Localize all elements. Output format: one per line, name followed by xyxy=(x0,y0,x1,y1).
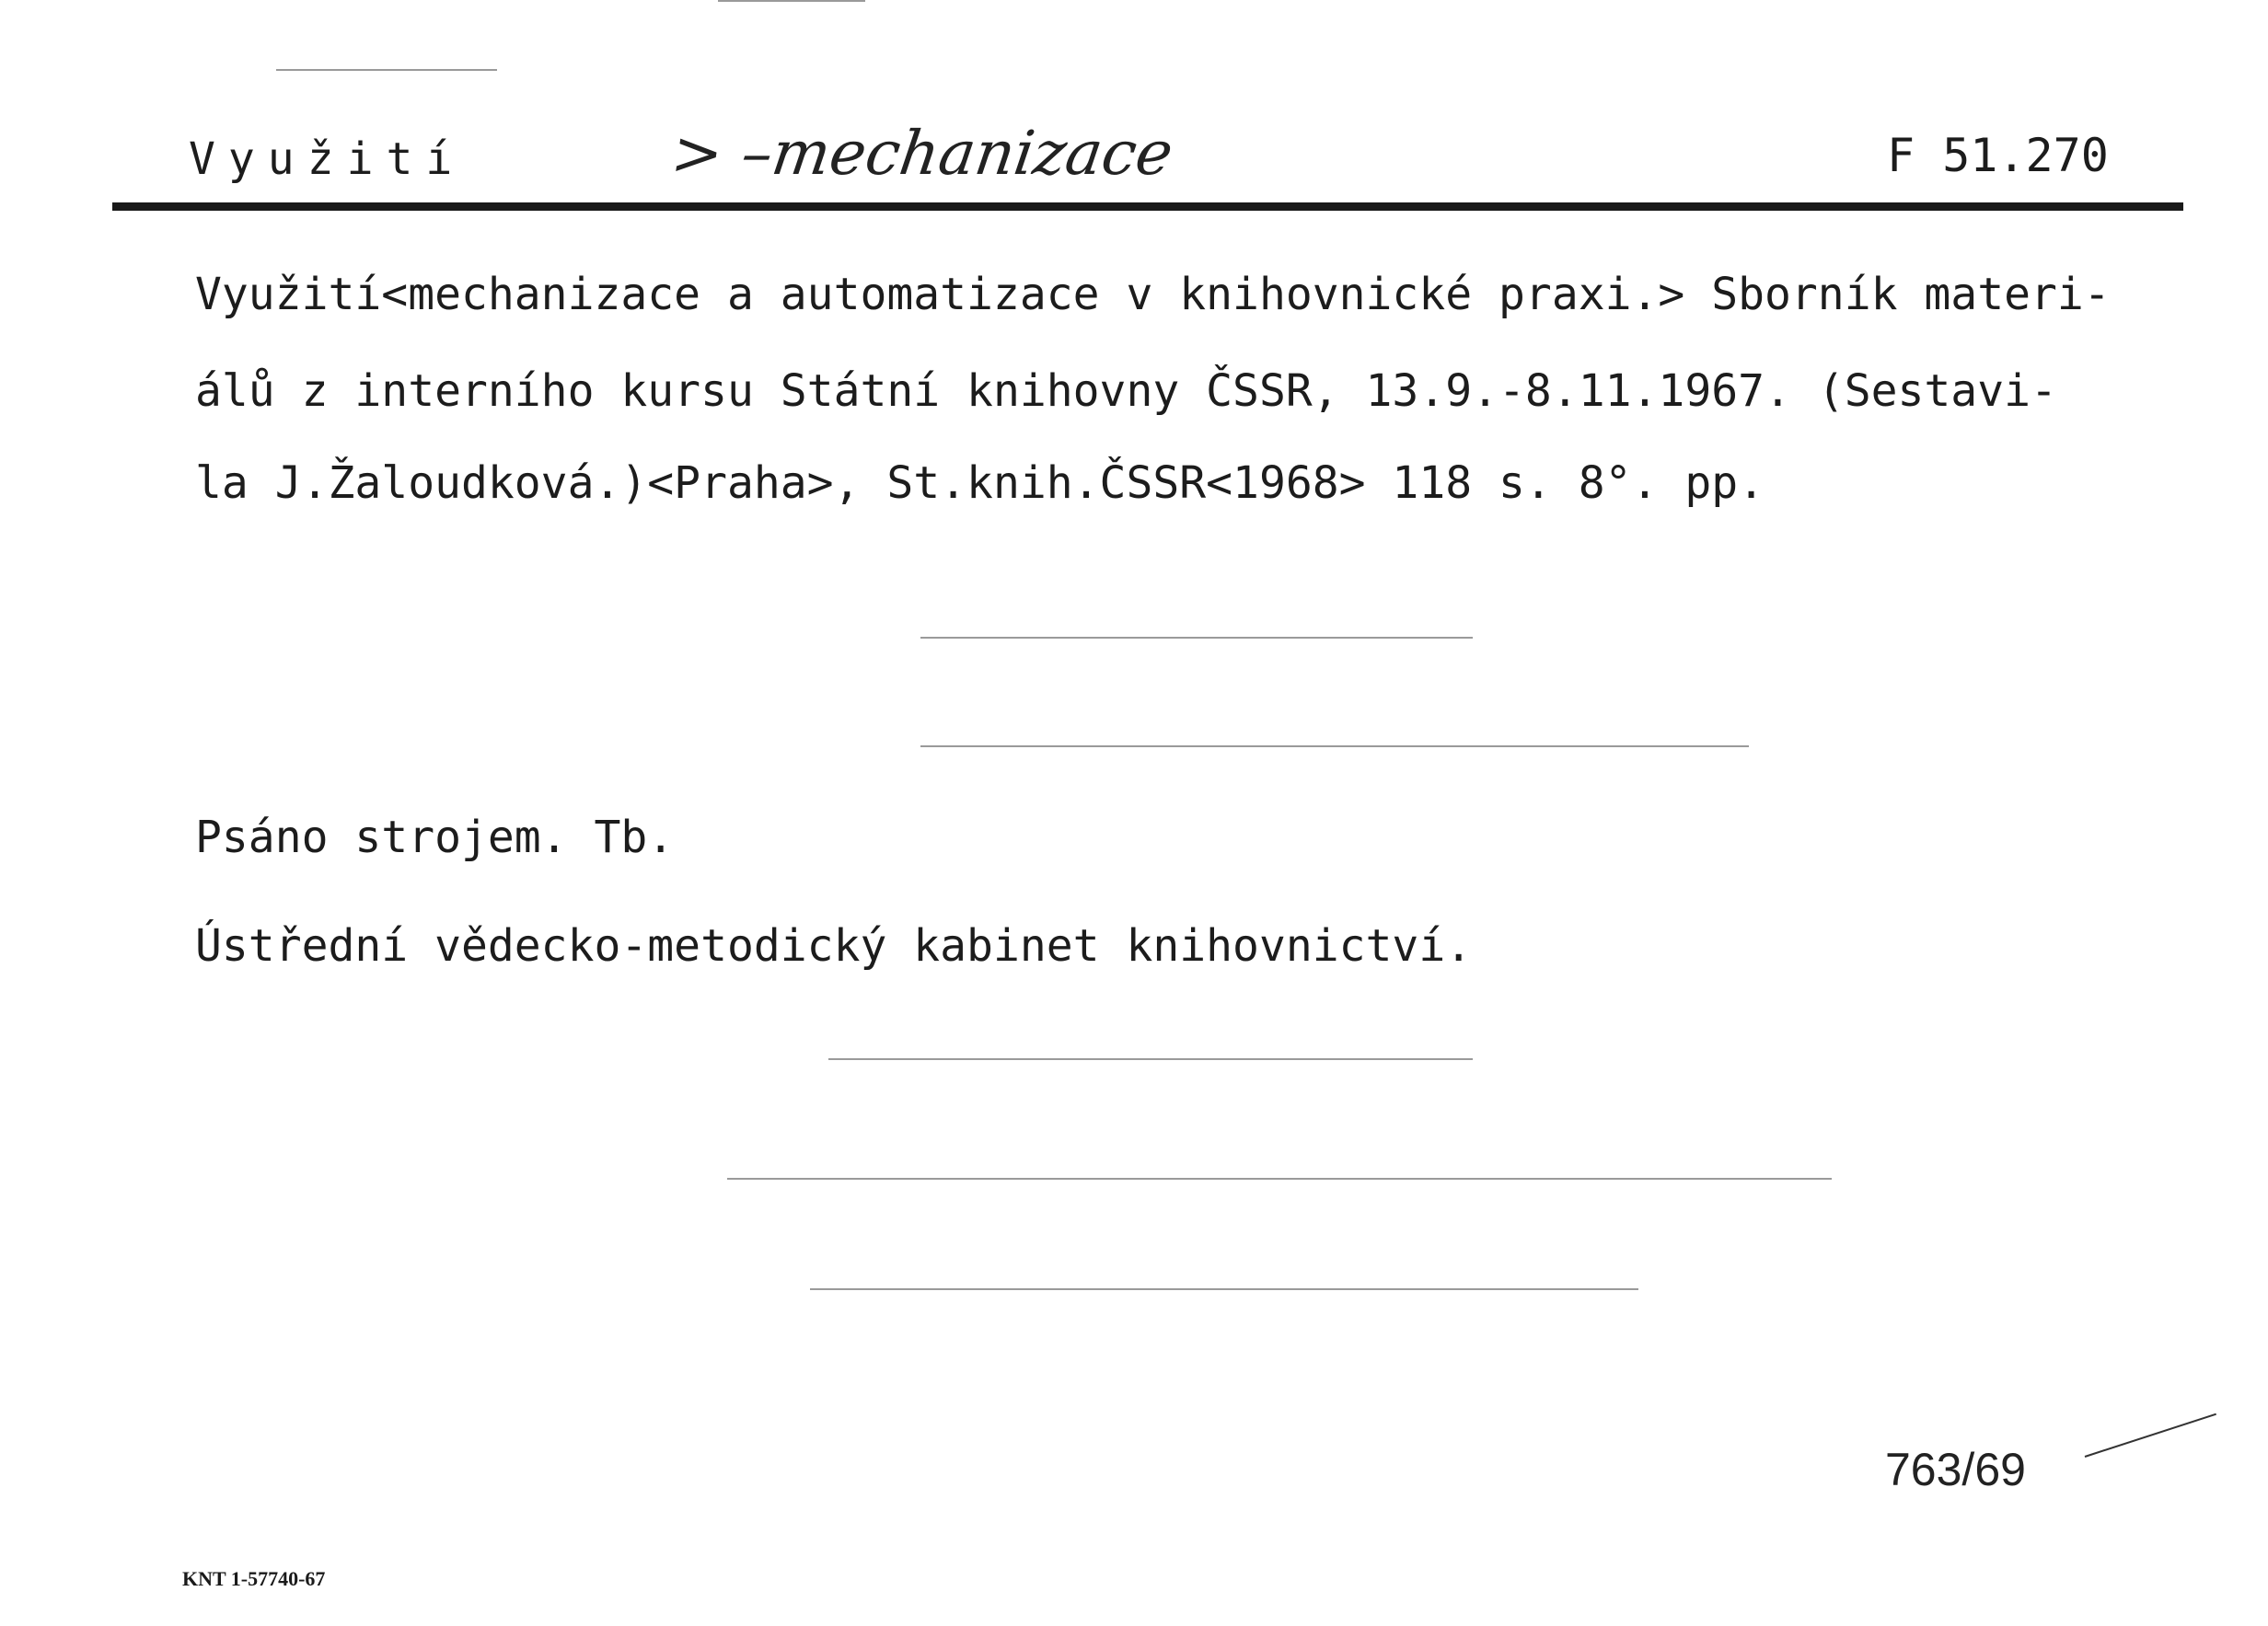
scan-speck xyxy=(810,1288,1638,1290)
call-number: F 51.270 xyxy=(1887,129,2109,182)
note-typed: Psáno strojem. Tb. xyxy=(195,812,675,863)
handwritten-subject: > –mechanizace xyxy=(666,118,1177,189)
heading-rule xyxy=(112,202,2183,211)
scan-speck xyxy=(276,69,497,71)
citation-line-1: Využití<mechanizace a automatizace v knihovnické praxi.> Sborník materi- xyxy=(195,269,2111,320)
note-institution: Ústřední vědecko-metodický kabinet knihovnictví. xyxy=(195,920,1473,972)
scan-speck xyxy=(727,1178,1832,1180)
scan-speck xyxy=(828,1058,1473,1060)
scan-speck xyxy=(920,637,1473,639)
accession-number: 763/69 xyxy=(1885,1444,2026,1495)
accession-stroke xyxy=(2085,1413,2216,1458)
citation-line-3: la J.Žaloudková.)<Praha>, St.knih.ČSSR<1968> 118 s. 8°. pp. xyxy=(195,457,1765,509)
printer-mark: KNT 1-57740-67 xyxy=(182,1567,326,1590)
card-heading: Využití xyxy=(189,133,466,185)
citation-line-2: álů z interního kursu Státní knihovny ČSSR, 13.9.-8.11.1967. (Sestavi- xyxy=(195,365,2057,417)
scan-speck xyxy=(718,0,865,2)
scan-speck xyxy=(920,745,1749,747)
